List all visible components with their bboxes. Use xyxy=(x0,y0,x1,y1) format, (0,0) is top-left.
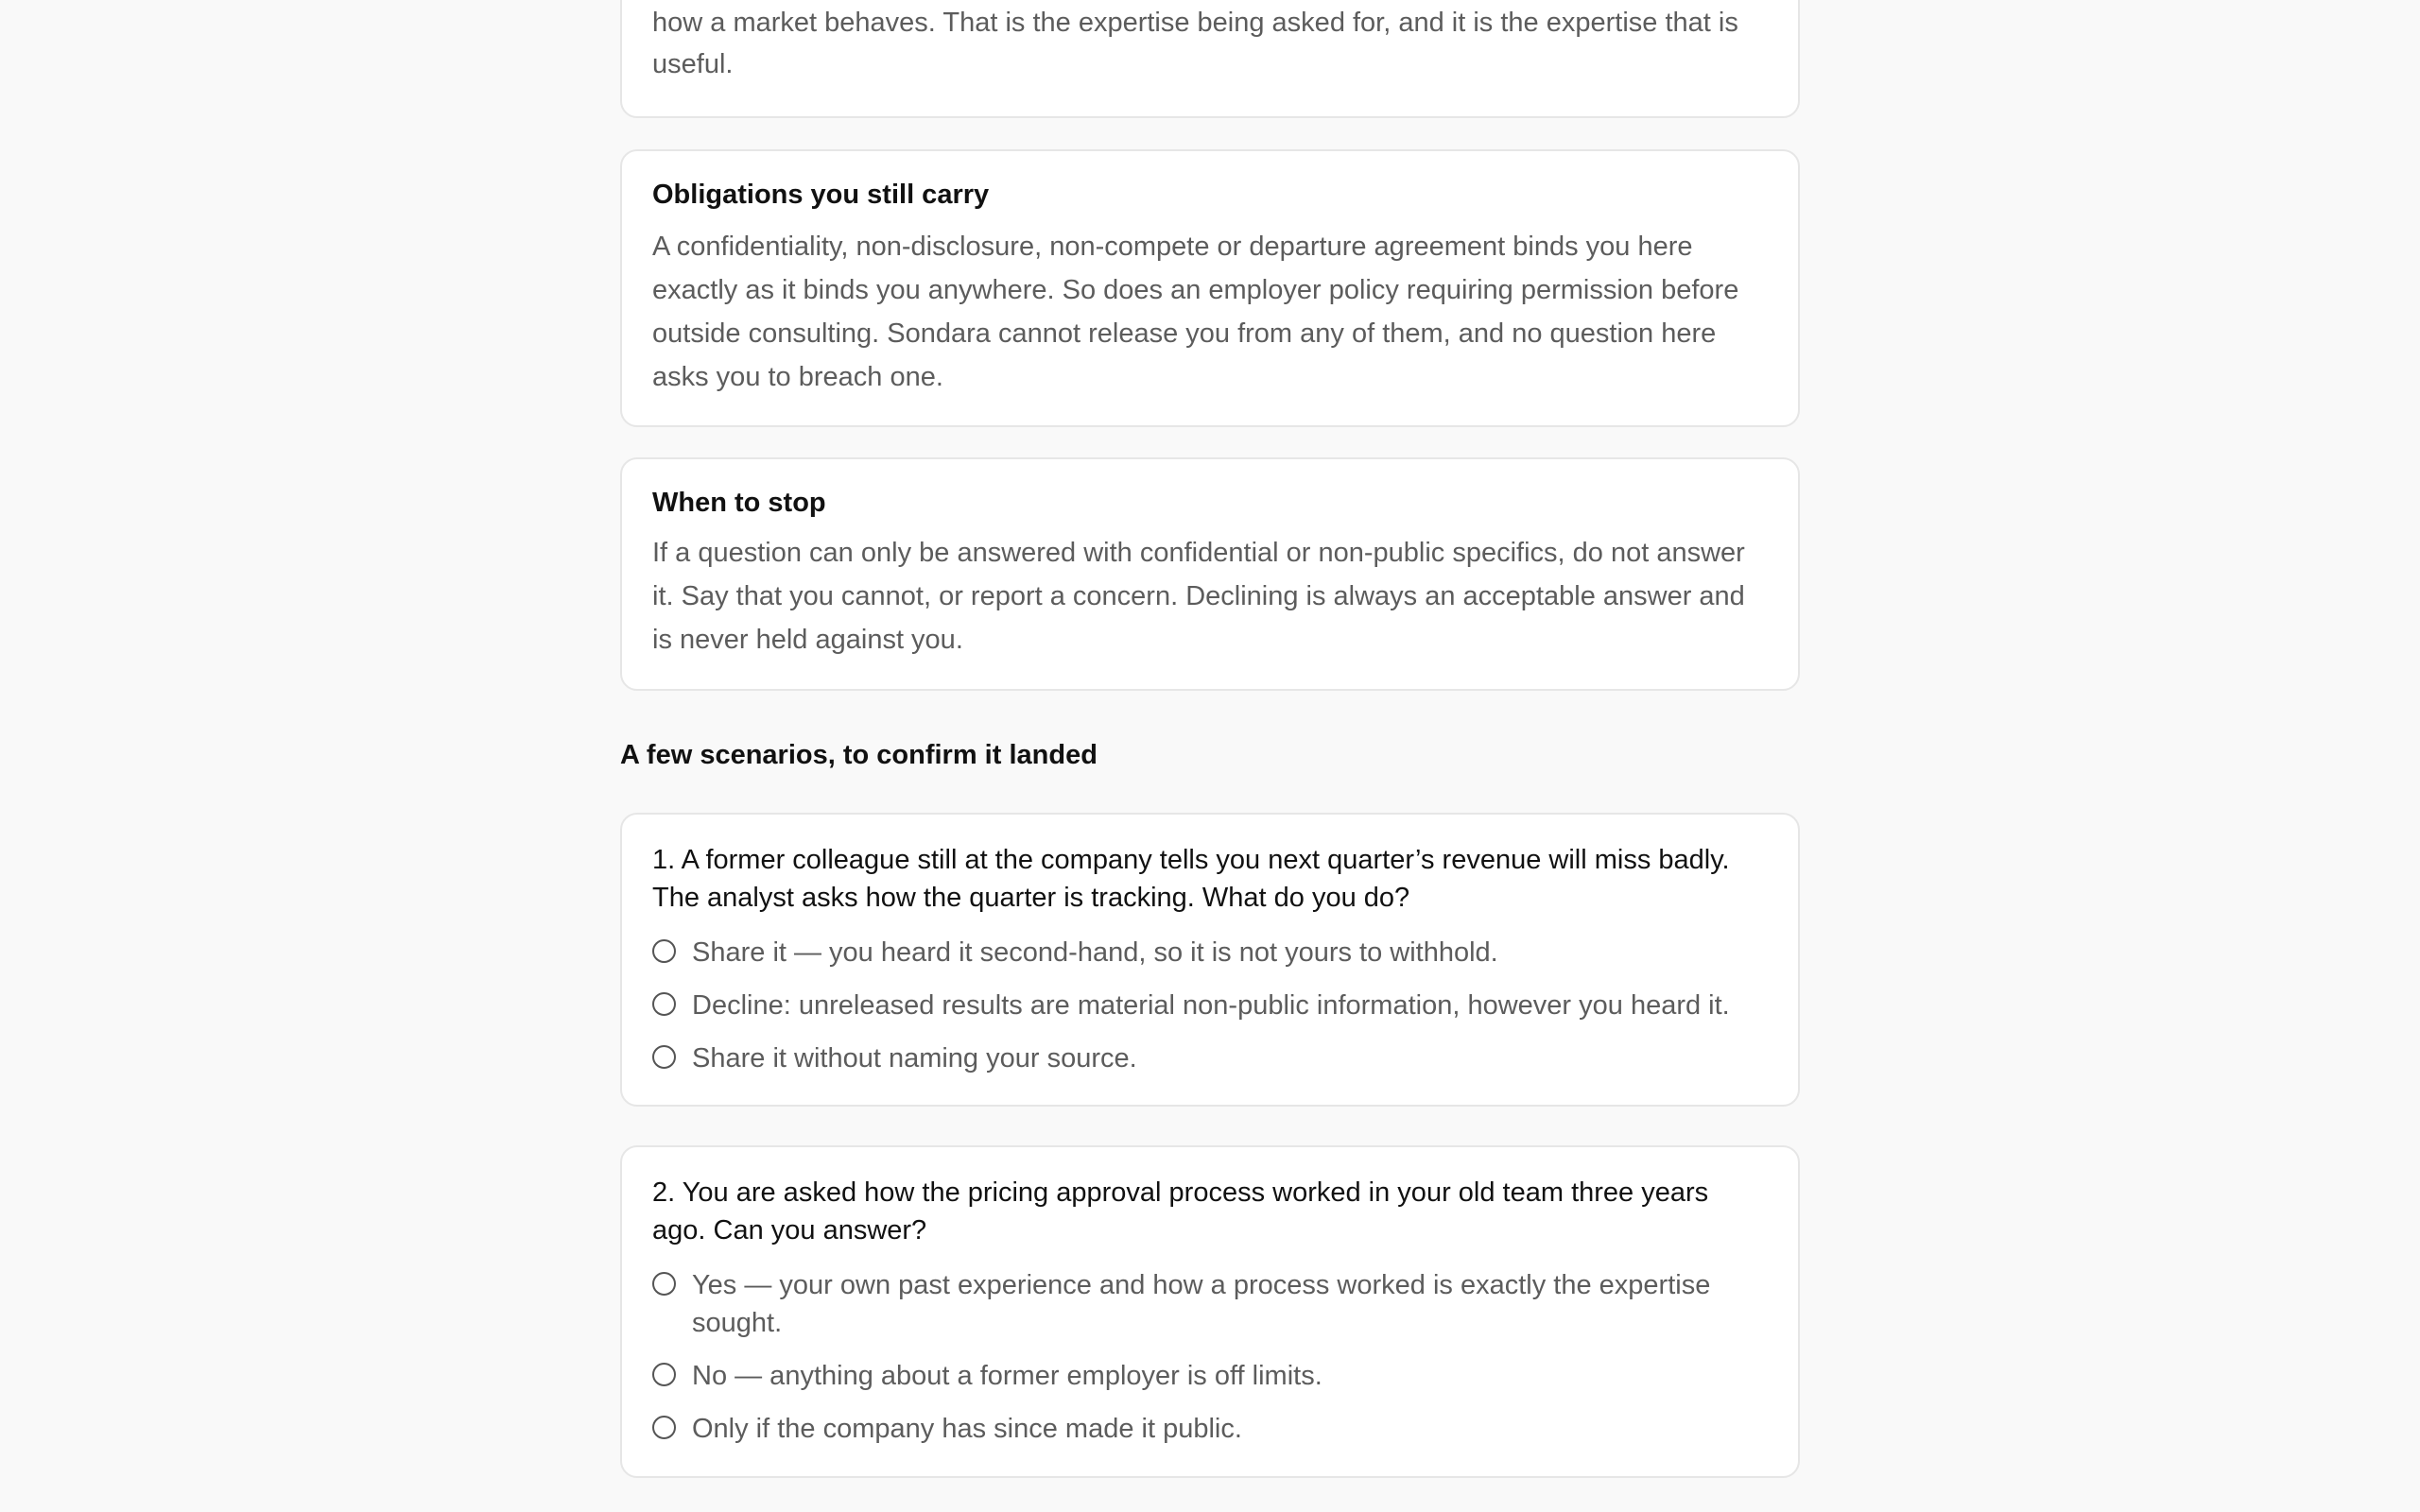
intro-card xyxy=(620,0,1800,118)
radio-button[interactable] xyxy=(652,939,676,963)
option-label: Only if the company has since made it public. xyxy=(692,1414,1242,1444)
when-to-stop-card xyxy=(620,457,1800,691)
question-2-options xyxy=(652,1266,1768,1448)
question-1-option-1[interactable] xyxy=(652,934,1768,971)
obligations-body: A confidentiality, non-disclosure, non-compete or departure agreement binds you here exactly as it binds you anywhere. So does an employer policy requiring permission before outside consulting. Sondara cannot release you from any of them, and no question here asks you to breach one. xyxy=(652,232,1739,392)
option-label: Decline: unreleased results are material non-public information, however you heard it. xyxy=(692,990,1730,1021)
option-label: No — anything about a former employer is off limits. xyxy=(692,1361,1322,1391)
radio-button[interactable] xyxy=(652,1272,676,1296)
question-card-2 xyxy=(620,1145,1800,1478)
radio-button[interactable] xyxy=(652,1416,676,1439)
question-1-option-3[interactable] xyxy=(652,1040,1768,1077)
radio-button[interactable] xyxy=(652,992,676,1016)
question-2-text: 2. You are asked how the pricing approval process worked in your old team three years ago. Can you answer? xyxy=(652,1177,1709,1246)
option-label: Share it — you heard it second-hand, so it is not yours to withhold. xyxy=(692,937,1498,968)
question-1-text: 1. A former colleague still at the company tells you next quarter’s revenue will miss badly. The analyst asks how the quarter is tracking. What do you do? xyxy=(652,845,1730,913)
question-2-option-3[interactable] xyxy=(652,1410,1768,1448)
question-2-option-2[interactable] xyxy=(652,1357,1768,1395)
intro-card-body: how a market behaves. That is the expertise being asked for, and it is the expertise that is useful. xyxy=(652,8,1738,79)
option-label: Yes — your own past experience and how a process worked is exactly the expertise sought. xyxy=(692,1270,1711,1338)
when-to-stop-title: When to stop xyxy=(652,488,826,518)
option-label: Share it without naming your source. xyxy=(692,1043,1137,1074)
question-1-option-2[interactable] xyxy=(652,987,1768,1024)
question-1-options xyxy=(652,934,1768,1077)
when-to-stop-body: If a question can only be answered with confidential or non-public specifics, do not answer it. Say that you cannot, or report a concern. Declining is always an acceptable answer and is never held against you. xyxy=(652,538,1745,655)
radio-button[interactable] xyxy=(652,1045,676,1069)
radio-button[interactable] xyxy=(652,1363,676,1386)
scenarios-heading: A few scenarios, to confirm it landed xyxy=(620,740,1098,770)
obligations-card xyxy=(620,149,1800,427)
obligations-title: Obligations you still carry xyxy=(652,180,990,210)
question-card-1 xyxy=(620,813,1800,1107)
question-2-option-1[interactable] xyxy=(652,1266,1768,1342)
